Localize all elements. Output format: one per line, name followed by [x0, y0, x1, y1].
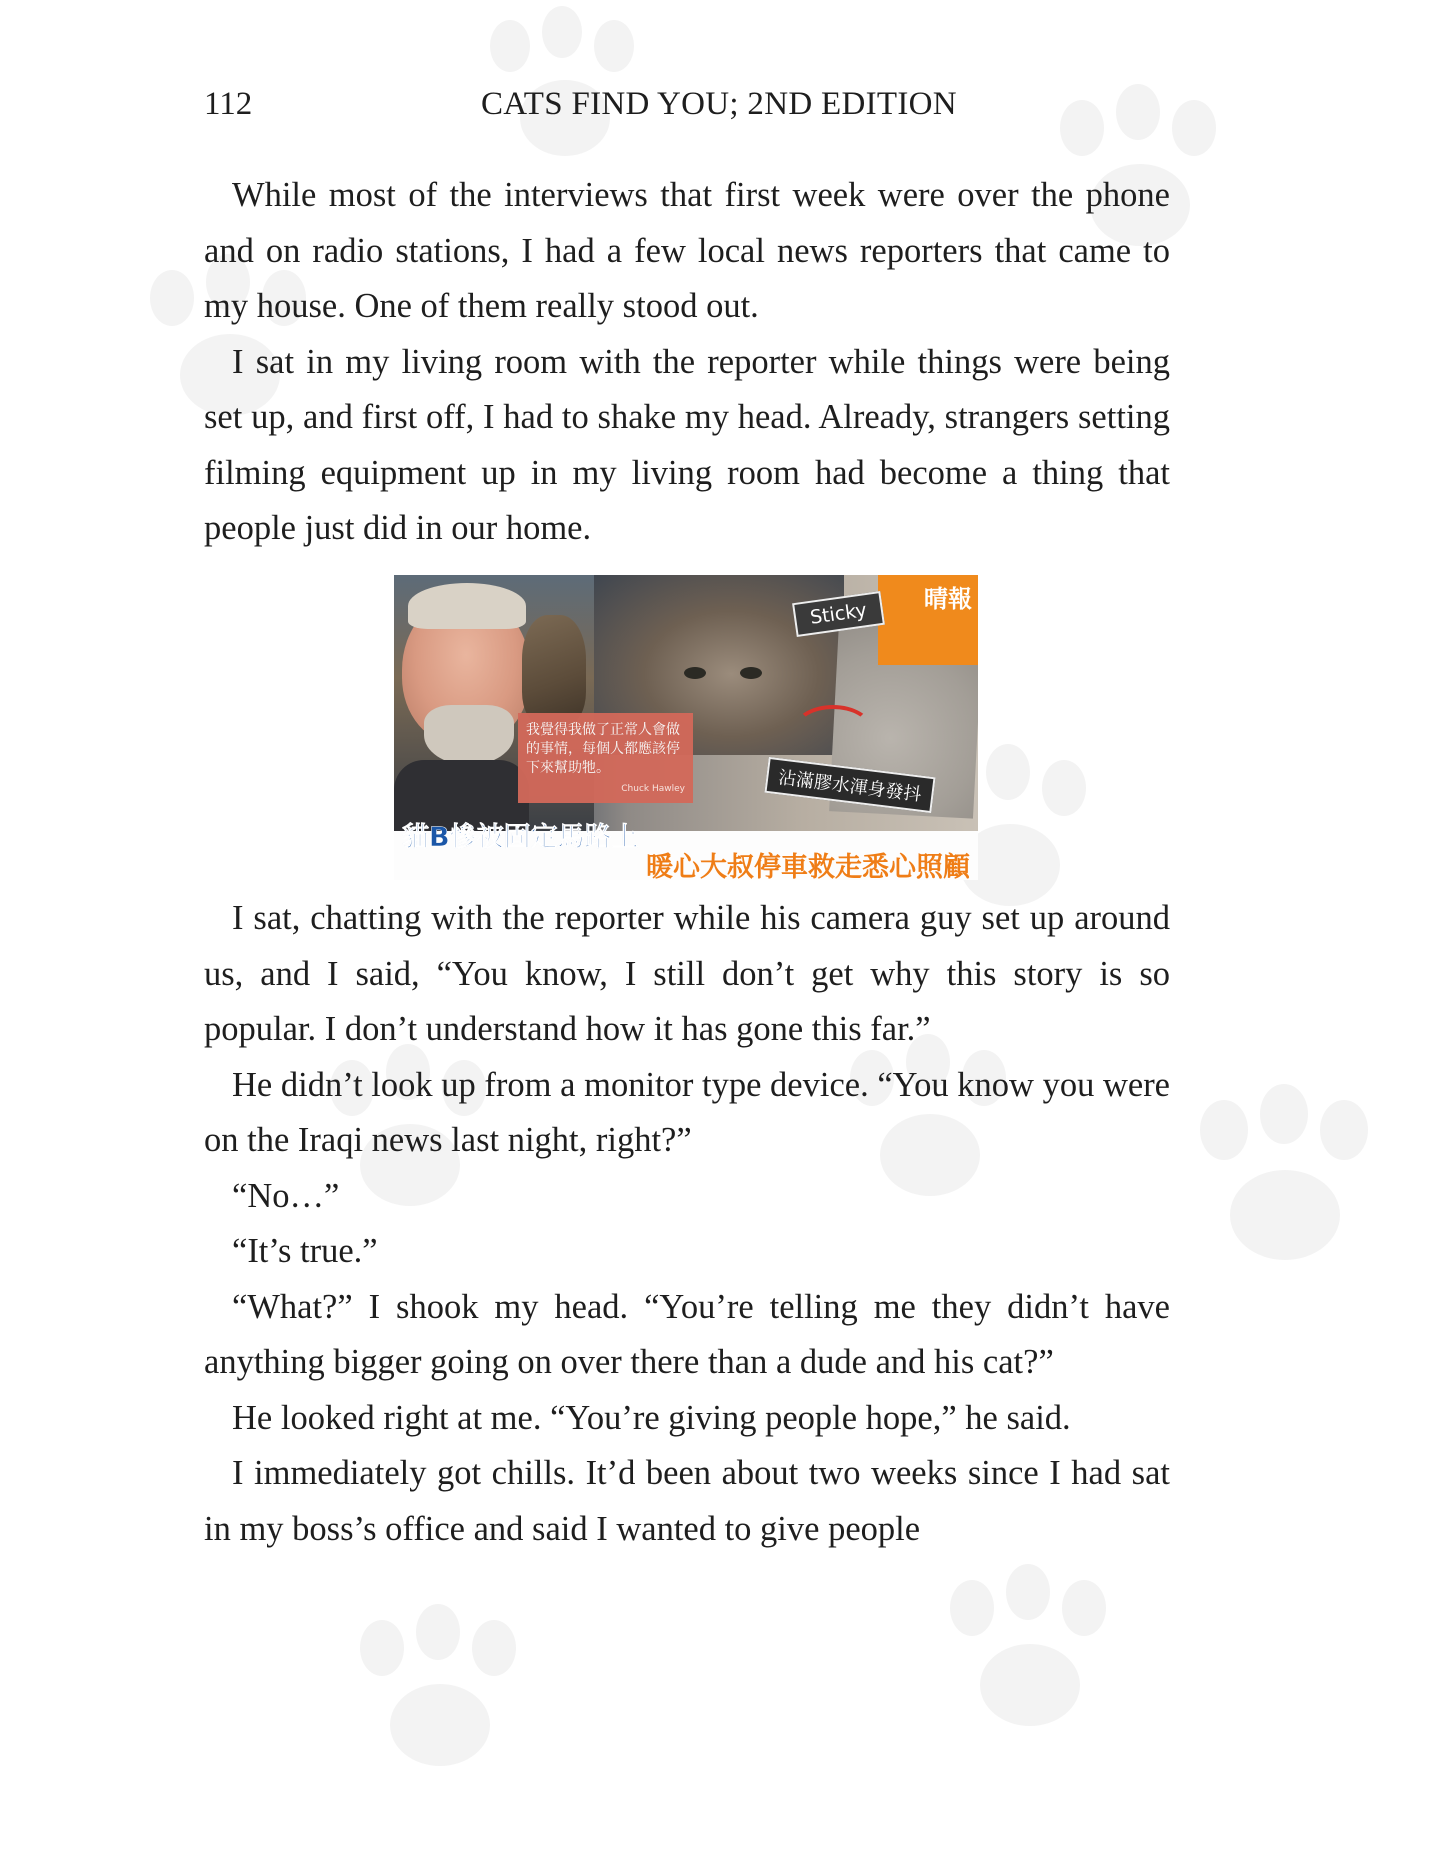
news-photo-collage: [394, 575, 978, 831]
paragraph: “No…”: [232, 1176, 340, 1215]
paragraph: “It’s true.”: [232, 1232, 378, 1270]
paragraph: I immediately got chills. It’d been about two weeks since I had sat in my boss’s office and said I wanted to give people: [204, 1454, 1170, 1548]
paragraph: He didn’t look up from a monitor type device. “You know you were on the Iraqi news last night, right?”: [204, 1065, 1170, 1159]
paragraph: I sat in my living room with the reporter while things were being set up, and first off, I had to shake my head. Already, strangers setting filming equipment up in my living room had become a thing that people just did in our home.: [204, 342, 1170, 547]
news-clipping-image: [394, 575, 978, 880]
body-text-bottom: [204, 891, 1170, 1557]
newspaper-brand: 晴報: [924, 585, 972, 613]
paragraph: I sat, chatting with the reporter while his camera guy set up around us, and I said, “You know, I still don’t get why this story is so popular. I don’t understand how it has gone this far.”: [204, 899, 1170, 1048]
kitten-on-shoulder: [522, 615, 586, 725]
photo-caption-tag: 沾滿膠水渾身發抖: [764, 757, 935, 813]
newspaper-brand-corner: [878, 575, 978, 665]
quote-text: 我覺得我做了正常人會做的事情，每個人都應該停下來幫助牠。: [526, 722, 680, 776]
red-arrow-icon: [794, 705, 872, 753]
body-text-top: [204, 168, 1170, 557]
paragraph: He looked right at me. “You’re giving people hope,” he said.: [232, 1398, 1071, 1437]
page-number: 112: [204, 86, 253, 122]
quote-attribution: Chuck Hawley: [621, 784, 685, 794]
paragraph: “What?” I shook my head. “You’re telling me they didn’t have anything bigger going on over there than a dude and his cat?”: [204, 1287, 1170, 1381]
paragraph: While most of the interviews that first week were over the phone and on radio stations, I had a few local news reporters that came to my house. One of them really stood out.: [204, 176, 1170, 325]
headline-line-1: 貓B慘被固定馬路上: [402, 822, 639, 853]
headline-line-2: 暖心大叔停車救走悉心照顧: [646, 852, 970, 880]
quote-box: [518, 713, 693, 803]
sticky-name-tag: Sticky: [792, 591, 885, 637]
book-title: CATS FIND YOU; 2ND EDITION: [481, 86, 957, 122]
running-header: [204, 86, 1204, 126]
